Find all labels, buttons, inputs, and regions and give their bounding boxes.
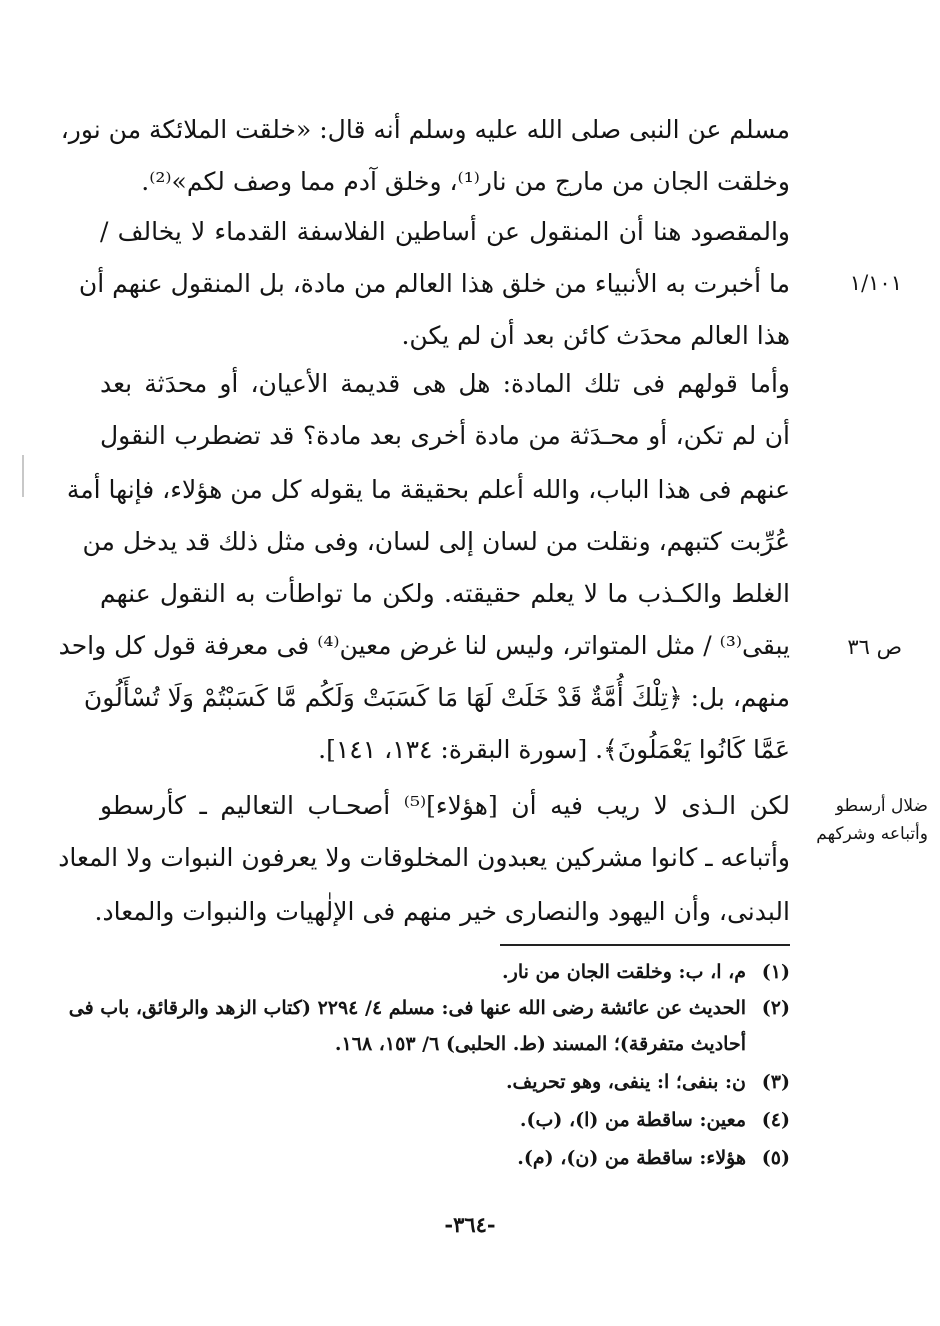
page-number: -٣٦٤- <box>444 1212 496 1237</box>
footnote-number: (٢) <box>761 997 790 1019</box>
body-line: عَمَّا كَانُوا يَعْمَلُونَ﴾. [سورة البقرة: ١٣٤، ١٤١]. <box>318 735 790 764</box>
margin-heading: ضلال أرسطو <box>835 796 928 816</box>
footnote <box>68 994 790 1022</box>
footnote-number: (٤) <box>761 1109 790 1131</box>
body-line: الغلط والكـذب ما لا يعلم حقيقته. ولكن ما تواطأت به النقول عنهم <box>100 579 790 608</box>
body-line: ما أخبرت به الأنبياء من خلق هذا العالم من مادة، بل المنقول عنهم أن <box>78 269 790 298</box>
footnote-separator <box>500 944 790 946</box>
footnote <box>100 958 790 986</box>
footnote-text: معين: ساقطة من (ا)، (ب). <box>519 1109 746 1131</box>
footnote-text: ن: بنفى؛ ا: ينفى، وهو تحريف. <box>505 1071 746 1093</box>
margin-page-ref: ١/١٠١ <box>849 271 902 295</box>
margin-heading: وأتباعه وشركهم <box>816 824 928 844</box>
body-line: أن لم تكن، أو محـدَثة من مادة أخرى بعد مادة؟ قد تضطرب النقول <box>100 421 790 450</box>
footnote-continuation: أحاديث متفرقة)؛ المسند (ط. الحلبى) ٦/ ١٥٣، ١٦٨. <box>334 1033 746 1055</box>
footnote <box>100 1106 790 1134</box>
body-line: عنهم فى هذا الباب، والله أعلم بحقيقة ما يقوله كل من هؤلاء، فإنها أمة <box>66 475 790 504</box>
footnote-number: (٥) <box>761 1147 790 1169</box>
scan-artifact <box>22 455 24 497</box>
body-line: عُرِّبت كتبهم، ونقلت من لسان إلى لسان، وفى مثل ذلك قد يدخل من <box>82 527 790 556</box>
body-line: البدنى، وأن اليهود والنصارى خير منهم فى الإلٰهيات والنبوات والمعاد. <box>94 897 790 926</box>
body-line: والمقصود هنا أن المنقول عن أساطين الفلاسفة القدماء لا يخالف / <box>100 217 790 246</box>
body-line: هذا العالم محدَث كائن بعد أن لم يكن. <box>401 321 790 350</box>
body-line: لكن الـذى لا ريب فيه أن [هؤلاء]⁽⁵⁾ أصحـاب التعاليم ـ كأرسطو <box>100 791 790 820</box>
body-line: وأما قولهم فى تلك المادة: هل هى قديمة الأعيان، أو محدَثة بعد <box>100 369 790 398</box>
footnote-text: هؤلاء: ساقطة من (ن)، (م). <box>517 1147 746 1169</box>
body-line: وخلقت الجان من مارج من نار⁽¹⁾، وخلق آدم مما وصف لكم»⁽²⁾. <box>141 167 790 196</box>
margin-page-ref: ص ٣٦ <box>847 635 902 659</box>
footnote-text: م، ا، ب: وخلقت الجان من نار. <box>502 961 746 983</box>
footnote-number: (٣) <box>761 1071 790 1093</box>
footnote-text: الحديث عن عائشة رضى الله عنها فى: مسلم ٤/ ٢٢٩٤ (كتاب الزهد والرقائق، باب فى <box>68 997 746 1019</box>
footnote <box>100 1144 790 1172</box>
body-line: وأتباعه ـ كانوا مشركين يعبدون المخلوقات ولا يعرفون النبوات ولا المعاد <box>58 843 790 872</box>
footnote <box>100 1068 790 1096</box>
body-line: منهم، بل: ﴿تِلْكَ أُمَّةٌ قَدْ خَلَتْ لَهَا مَا كَسَبَتْ وَلَكُم مَّا كَسَبْتُمْ وَلَا تُسْأَلُونَ <box>83 683 790 712</box>
footnote-number: (١) <box>761 961 790 983</box>
body-line: يبقى⁽³⁾ / مثل المتواتر، وليس لنا غرض معين⁽⁴⁾ فى معرفة قول كل واحد <box>58 631 790 660</box>
body-line: مسلم عن النبى صلى الله عليه وسلم أنه قال: «خلقت الملائكة من نور، <box>60 115 790 144</box>
